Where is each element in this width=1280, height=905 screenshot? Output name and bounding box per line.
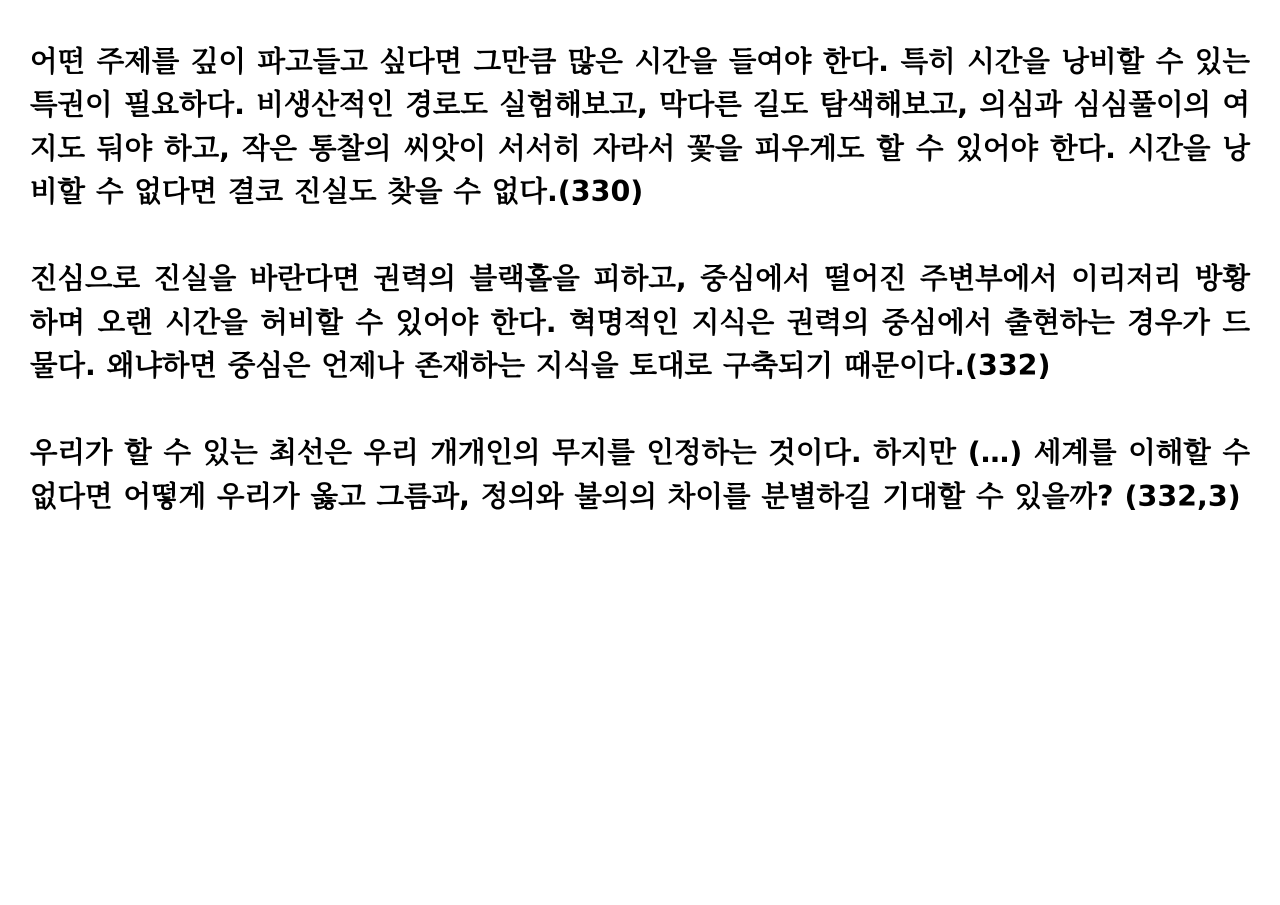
paragraph-1: 어떤 주제를 깊이 파고들고 싶다면 그만큼 많은 시간을 들여야 한다. 특히 시간을 낭비할 수 있는 특권이 필요하다. 비생산적인 경로도 실험해보고, 막다른 길도 탐색해보고, 의심과 심심풀이의 여지도 둬야 하고, 작은 통찰의 씨앗이 서서히 자라서 꽃을 피우게도 할 수 있어야 한다. 시간을 낭비할 수 없다면 결코 진실도 찾을 수 없다.(330) bbox=[30, 45, 1250, 208]
paragraph-2: 진심으로 진실을 바란다면 권력의 블랙홀을 피하고, 중심에서 떨어진 주변부에서 이리저리 방황하며 오랜 시간을 허비할 수 있어야 한다. 혁명적인 지식은 권력의 중심에서 출현하는 경우가 드물다. 왜냐하면 중심은 언제나 존재하는 지식을 토대로 구축되기 때문이다.(332) bbox=[30, 262, 1250, 382]
paragraph-3: 우리가 할 수 있는 최선은 우리 개개인의 무지를 인정하는 것이다. 하지만 (…) 세계를 이해할 수 없다면 어떻게 우리가 옳고 그름과, 정의와 불의의 차이를 분별하길 기대할 수 있을까? (332,3) bbox=[30, 436, 1250, 513]
